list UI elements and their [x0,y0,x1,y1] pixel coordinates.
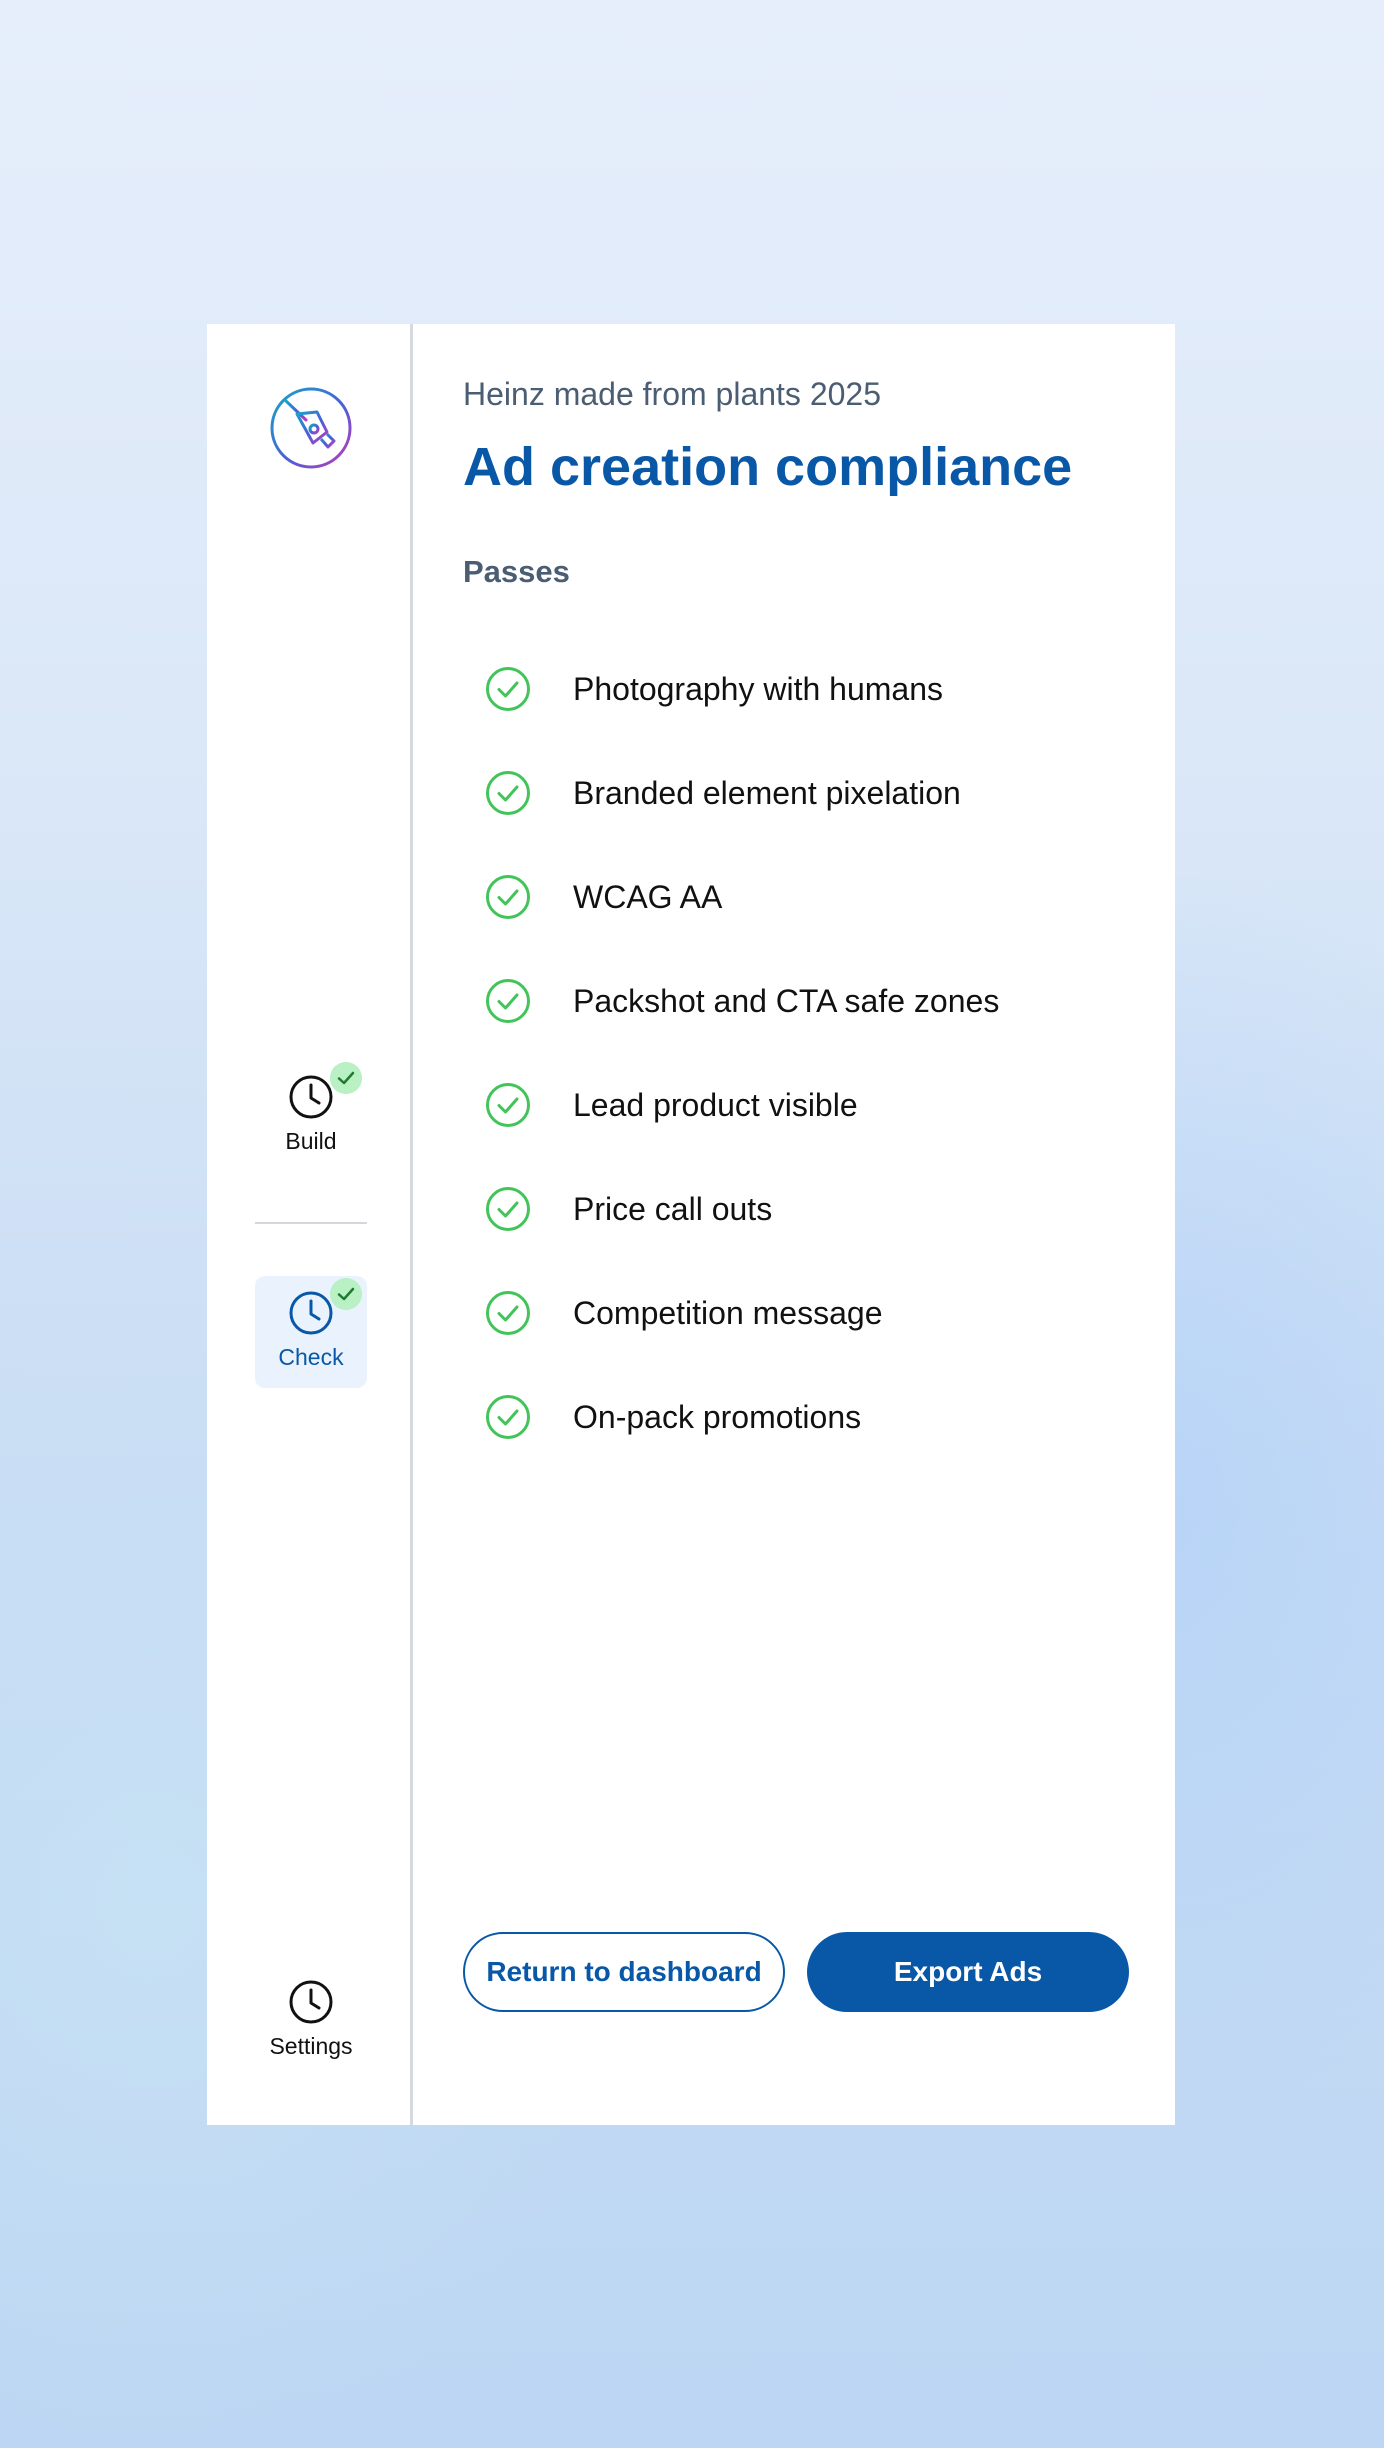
check-circle-icon [485,666,531,712]
list-item [485,1392,999,1496]
check-circle-icon [485,1394,531,1440]
main-content [413,324,1175,2125]
sidebar-item-build[interactable] [255,1060,367,1172]
campaign-name: Heinz made from plants 2025 [463,376,881,412]
list-item [485,664,999,768]
check-label: Branded element pixelation [573,775,961,811]
check-circle-icon [485,770,531,816]
list-item [485,872,999,976]
action-bar [463,1932,1129,2012]
compliance-panel [207,324,1175,2125]
passes-heading: Passes [463,554,570,589]
list-item [485,1080,999,1184]
list-item [485,976,999,1080]
check-badge-icon [330,1062,362,1094]
check-label: Price call outs [573,1191,773,1227]
passes-list [485,664,999,1496]
list-item [485,1288,999,1392]
check-label: Competition message [573,1295,883,1331]
check-label: Photography with humans [573,671,943,707]
clock-icon [288,1979,334,2025]
clock-icon [288,1290,334,1336]
list-item [485,768,999,872]
check-label: WCAG AA [573,879,723,915]
page-title: Ad creation compliance [463,437,1073,497]
check-label: Packshot and CTA safe zones [573,983,1000,1019]
check-circle-icon [485,978,531,1024]
sidebar-item-label: Check [278,1344,344,1370]
check-circle-icon [485,1290,531,1336]
check-label: Lead product visible [573,1087,858,1123]
check-circle-icon [485,1186,531,1232]
export-ads-button[interactable]: Export Ads [807,1932,1129,2012]
sidebar-item-label: Build [285,1128,337,1154]
check-circle-icon [485,874,531,920]
return-to-dashboard-button[interactable]: Return to dashboard [463,1932,785,2012]
pen-nib-icon [270,387,352,469]
sidebar [207,324,413,2125]
sidebar-item-settings[interactable] [255,1965,367,2077]
sidebar-item-label: Settings [269,2033,353,2059]
check-circle-icon [485,1082,531,1128]
list-item [485,1184,999,1288]
clock-icon [288,1074,334,1120]
check-label: On-pack promotions [573,1399,862,1435]
sidebar-divider [255,1222,367,1224]
check-badge-icon [330,1278,362,1310]
sidebar-item-check[interactable] [255,1276,367,1388]
